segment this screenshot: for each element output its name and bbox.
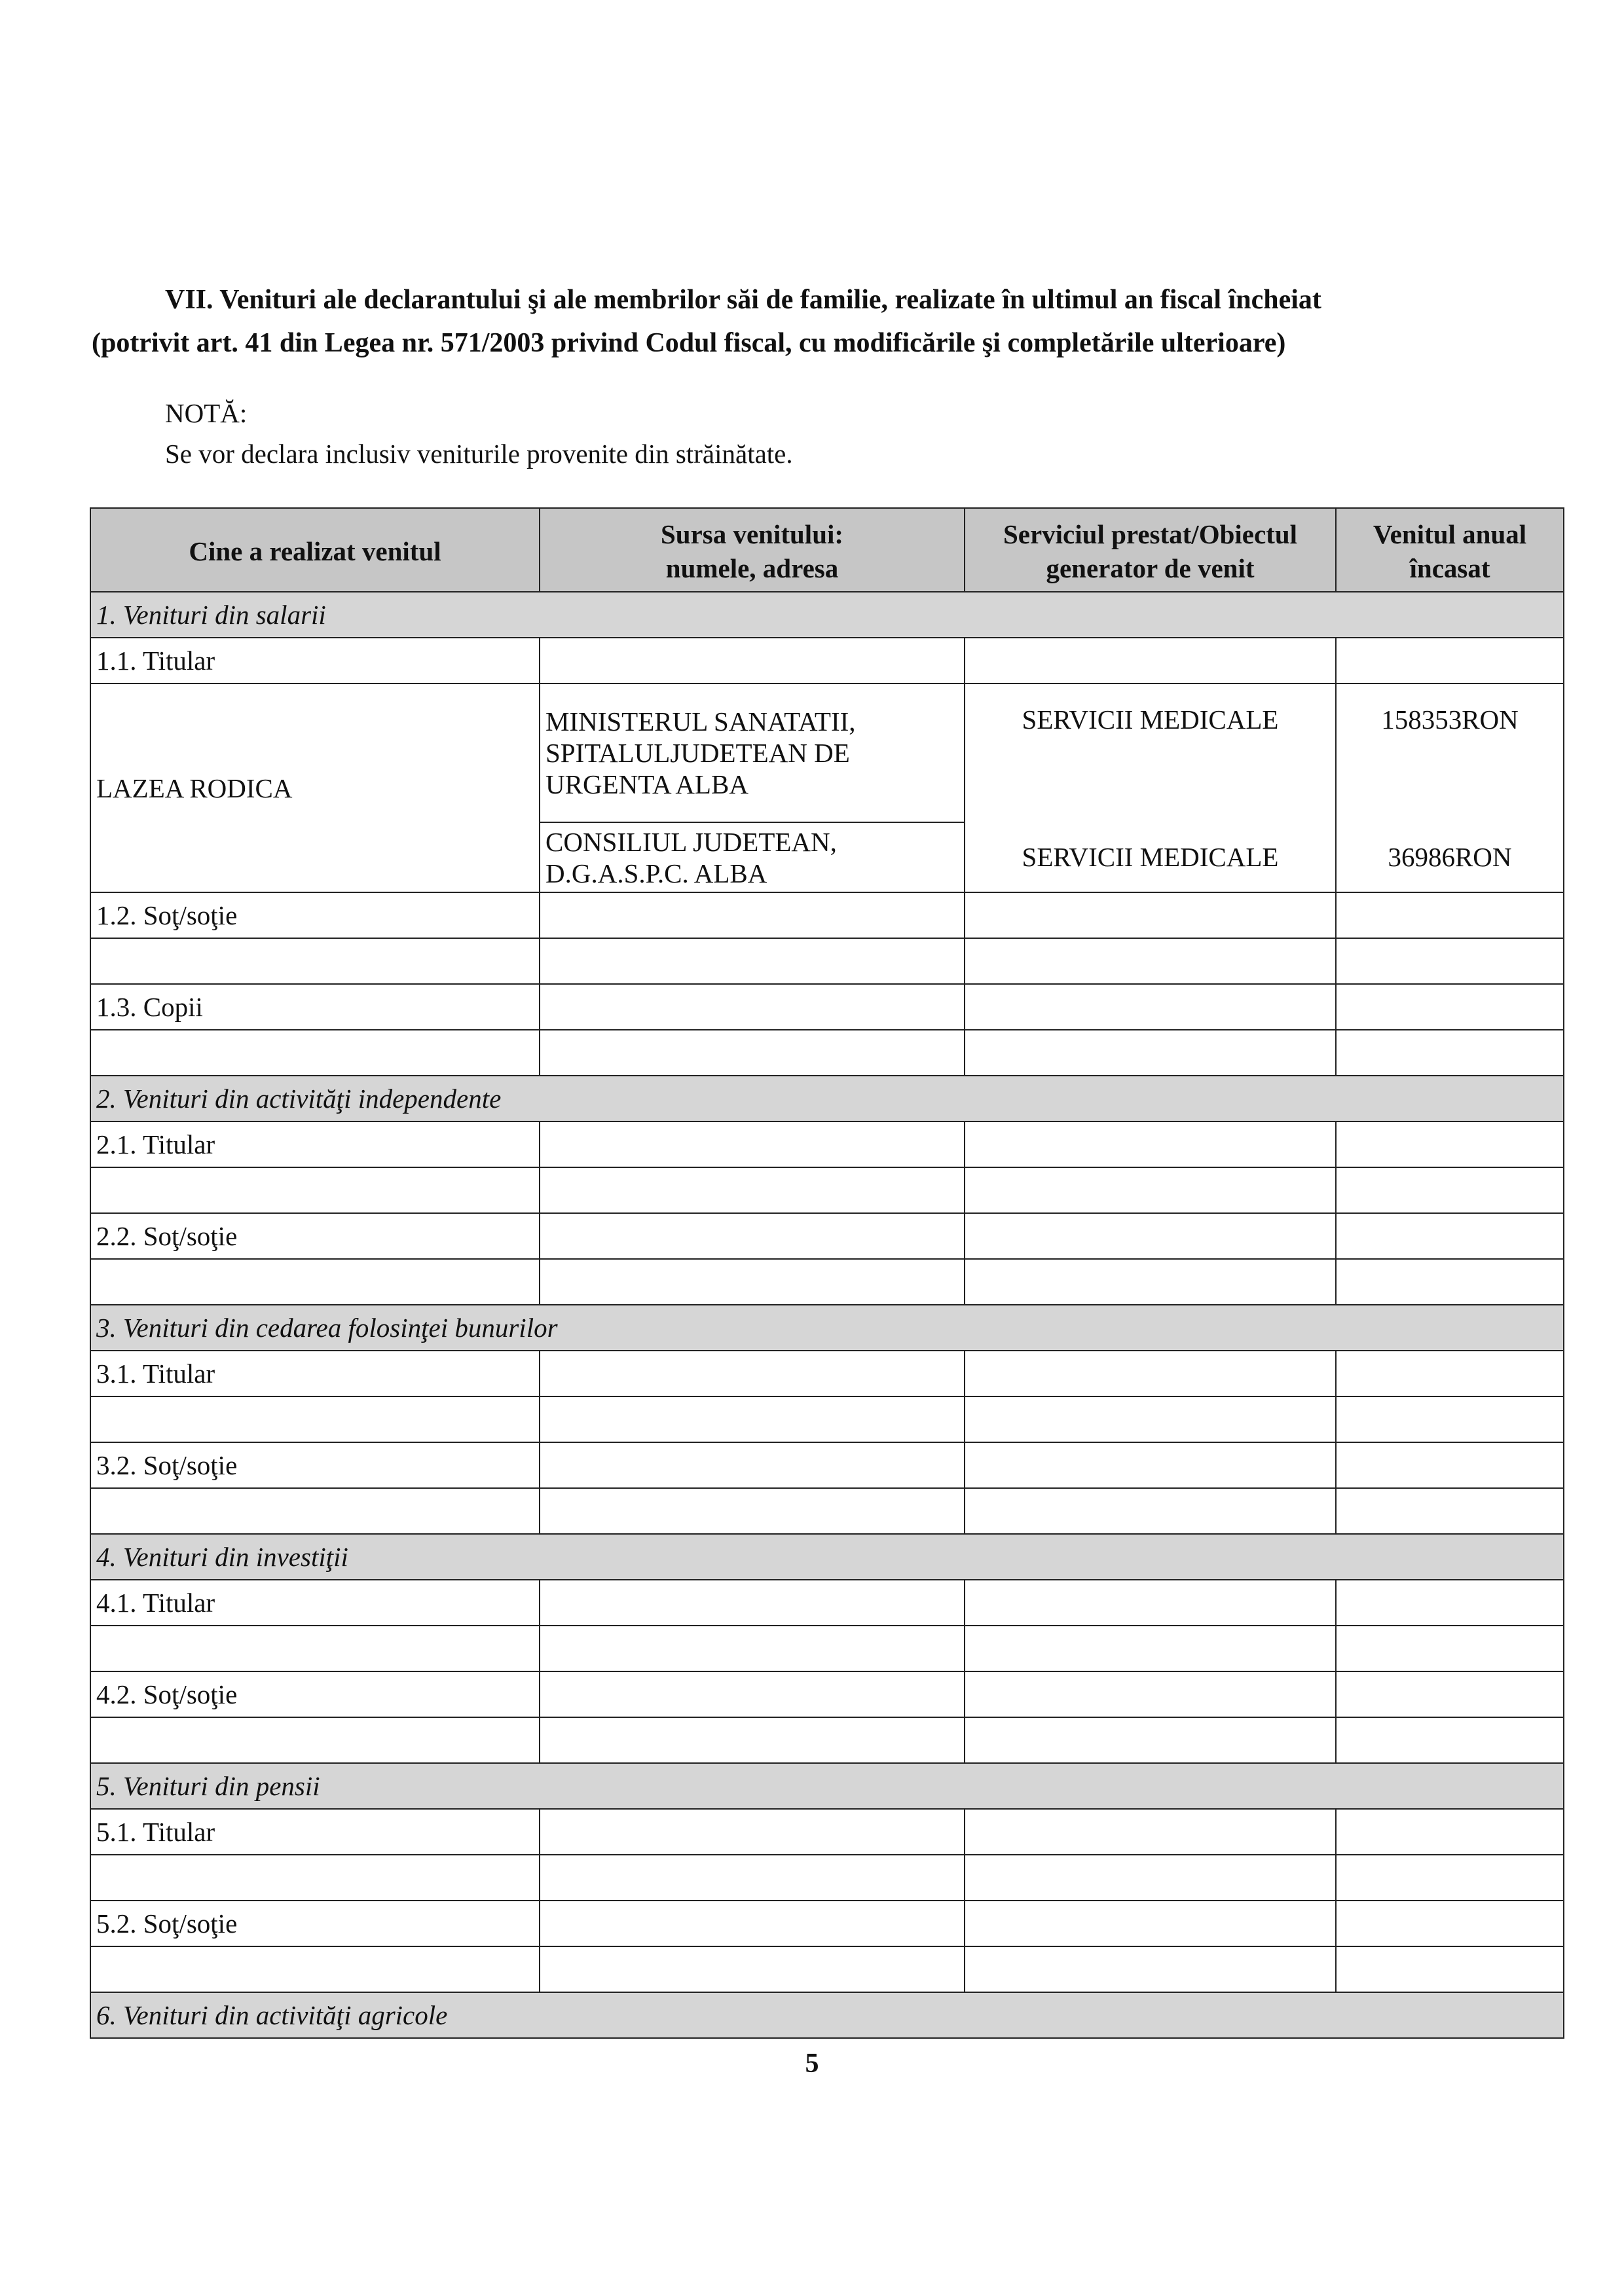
page-number: 5 xyxy=(805,2049,819,2079)
table-row xyxy=(90,1121,1564,1167)
header-service: Serviciul prestat/Obiectul generator de venit xyxy=(965,508,1336,592)
section-title-line1: VII. Venituri ale declarantului şi ale membrilor săi de familie, realizate în ultimul an fiscal încheiat xyxy=(165,285,1321,315)
table-row xyxy=(90,1030,1564,1076)
section-row-salaries xyxy=(90,592,1564,638)
section-row-property-use xyxy=(90,1305,1564,1351)
row-label: 2.2. Soţ/soţie xyxy=(90,1213,540,1259)
header-income: Venitul anual încasat xyxy=(1336,508,1564,592)
section-label: 1. Venituri din salarii xyxy=(90,592,1564,638)
table-row xyxy=(90,1671,1564,1717)
table-row xyxy=(90,1167,1564,1213)
table-row xyxy=(90,892,1564,938)
table-row xyxy=(90,1351,1564,1396)
earner-name: LAZEA RODICA xyxy=(90,683,540,892)
section-label: 5. Venituri din pensii xyxy=(90,1763,1564,1809)
section-label: 6. Venituri din activităţi agricole xyxy=(90,1992,1564,2038)
table-row xyxy=(90,638,1564,683)
row-label: 1.1. Titular xyxy=(90,638,540,683)
income-service: SERVICII MEDICALE xyxy=(965,683,1336,822)
section-row-investments xyxy=(90,1534,1564,1580)
table-row xyxy=(90,1442,1564,1488)
row-label: 3.1. Titular xyxy=(90,1351,540,1396)
income-source: CONSILIUL JUDETEAN, D.G.A.S.P.C. ALBA xyxy=(540,822,965,892)
income-amount: 158353RON xyxy=(1336,683,1564,822)
row-label: 4.1. Titular xyxy=(90,1580,540,1626)
table-row xyxy=(90,1626,1564,1671)
row-label: 1.2. Soţ/soţie xyxy=(90,892,540,938)
header-source: Sursa venitului: numele, adresa xyxy=(540,508,965,592)
income-table xyxy=(90,507,1564,2039)
section-title xyxy=(92,278,1532,365)
table-row xyxy=(90,1901,1564,1946)
note xyxy=(165,393,793,474)
table-row xyxy=(90,1946,1564,1992)
table-row xyxy=(90,1213,1564,1259)
income-amount: 36986RON xyxy=(1336,822,1564,892)
section-label: 2. Venituri din activităţi independente xyxy=(90,1076,1564,1121)
table-row xyxy=(90,1717,1564,1763)
table-row xyxy=(90,938,1564,984)
row-label: 5.1. Titular xyxy=(90,1809,540,1855)
note-label: NOTĂ: xyxy=(165,398,248,428)
table-row xyxy=(90,1396,1564,1442)
section-row-agricultural xyxy=(90,1992,1564,2038)
table-header-row xyxy=(90,508,1564,592)
section-row-independent xyxy=(90,1076,1564,1121)
section-label: 3. Venituri din cedarea folosinţei bunurilor xyxy=(90,1305,1564,1351)
section-label: 4. Venituri din investiţii xyxy=(90,1534,1564,1580)
row-label: 4.2. Soţ/soţie xyxy=(90,1671,540,1717)
income-service: SERVICII MEDICALE xyxy=(965,822,1336,892)
header-who: Cine a realizat venitul xyxy=(90,508,540,592)
row-label: 1.3. Copii xyxy=(90,984,540,1030)
note-text: Se vor declara inclusiv veniturile provenite din străinătate. xyxy=(165,439,793,469)
row-label: 5.2. Soţ/soţie xyxy=(90,1901,540,1946)
table-row xyxy=(90,1809,1564,1855)
income-source: MINISTERUL SANATATII, SPITALULJUDETEAN DE URGENTA ALBA xyxy=(540,683,965,822)
table-row xyxy=(90,984,1564,1030)
row-label: 2.1. Titular xyxy=(90,1121,540,1167)
table-row xyxy=(90,1580,1564,1626)
row-label: 3.2. Soţ/soţie xyxy=(90,1442,540,1488)
table-row-titular-income xyxy=(90,683,1564,822)
table-row xyxy=(90,1855,1564,1901)
table-row xyxy=(90,1488,1564,1534)
section-row-pensions xyxy=(90,1763,1564,1809)
table-row xyxy=(90,1259,1564,1305)
section-title-line2: (potrivit art. 41 din Legea nr. 571/2003 privind Codul fiscal, cu modificările şi completările ulterioare) xyxy=(92,328,1286,358)
